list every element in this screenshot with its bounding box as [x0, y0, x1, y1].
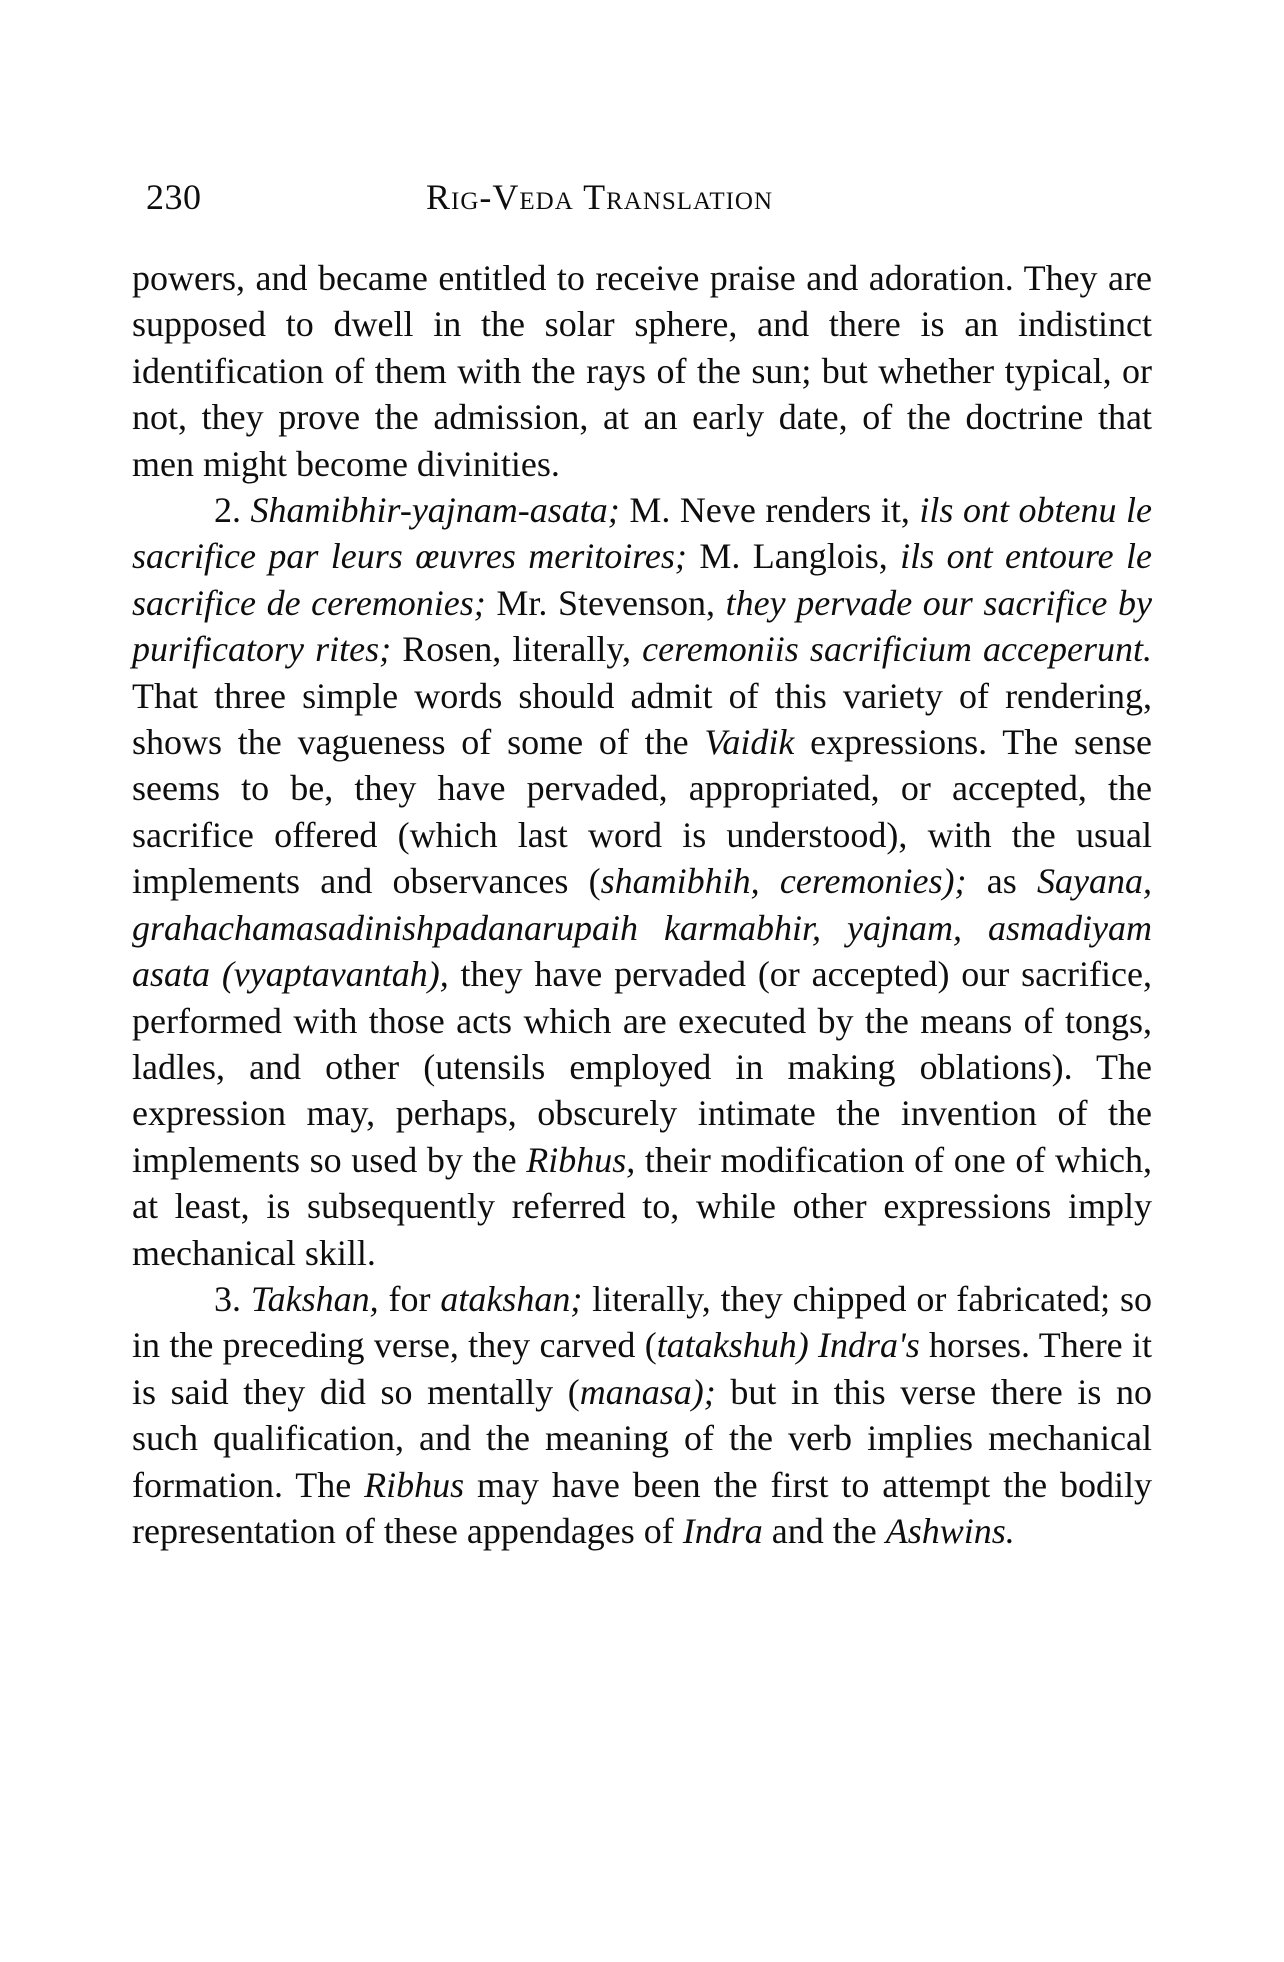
text-segment: Rosen, literally,: [391, 629, 643, 670]
italic-text-segment: Ribhus,: [526, 1139, 636, 1180]
paragraph: [132, 1276, 1152, 1554]
italic-text-segment: atakshan;: [440, 1278, 583, 1319]
text-segment: 3.: [214, 1278, 251, 1319]
text-segment: for: [378, 1278, 441, 1319]
italic-text-segment: tatakshuh) Indra's: [656, 1325, 920, 1366]
text-segment: expressions. The sense seems to be, they have pervaded, appropriated, or accepted, the sacrifice offered (which last word is understood), with the usual implements and observances (: [132, 722, 1152, 902]
text-segment: as: [966, 861, 1037, 902]
paragraph: [132, 487, 1152, 1276]
text-segment: M. Langlois,: [686, 536, 901, 577]
italic-text-segment: ceremoniis sacrificium acceperunt.: [642, 629, 1152, 670]
italic-text-segment: they pervade our sacrifice by purificatory rites;: [132, 582, 1152, 670]
italic-text-segment: Shamibhir-yajnam-asata;: [250, 490, 620, 531]
text-segment: may have been the first to attempt the bodily representation of these appendages of: [132, 1464, 1152, 1551]
italic-text-segment: Takshan,: [250, 1278, 379, 1319]
text-segment: their modification of one of which, at least, is subsequently referred to, while other expressions imply mechanical skill.: [132, 1139, 1152, 1273]
italic-text-segment: shamibhih, ceremonies);: [600, 861, 967, 902]
text-segment: That three simple words should admit of this variety of rendering, shows the vagueness of some of the: [132, 675, 1152, 763]
italic-text-segment: ils ont obtenu le sacrifice par leurs œuvres meritoires;: [132, 490, 1152, 577]
italic-text-segment: Ashwins.: [885, 1510, 1015, 1551]
text-segment: and the: [762, 1510, 886, 1551]
text-segment: they have pervaded (or accepted) our sacrifice, performed with those acts which are executed by the means of tongs, ladles, and other (utensils employed in making oblations). The expression may, perhaps, obscurely intimate the invention of the implements so used by the: [132, 954, 1152, 1180]
running-head: [146, 176, 1156, 236]
text-segment: Mr. Stevenson,: [485, 582, 726, 623]
italic-text-segment: Indra: [682, 1510, 763, 1551]
italic-text-segment: Sayana, grahachamasadinishpadanarupaih karmabhir, yajnam, asmadiyam asata (vyaptavantah),: [132, 861, 1152, 995]
italic-text-segment: ils ont entoure le sacrifice de ceremonies;: [132, 536, 1152, 623]
text-segment: horses. There it is said they did so mentally (: [132, 1325, 1152, 1412]
running-title: Rig-Veda Translation: [426, 177, 774, 217]
italic-text-segment: Ribhus: [364, 1464, 465, 1505]
italic-text-segment: manasa);: [579, 1371, 716, 1412]
page-number: 230: [146, 177, 202, 217]
text-segment: 2.: [214, 490, 251, 531]
italic-text-segment: Vaidik: [704, 722, 795, 763]
text-segment: M. Neve renders it,: [619, 490, 920, 531]
text-segment: literally, they chipped or fabricated; so in the preceding verse, they carved (: [132, 1278, 1153, 1366]
text-segment: powers, and became entitled to receive praise and adoration. They are supposed to dwell in the solar sphere, and there is an indistinct identification of them with the rays of the sun; but whether typical, or not, they prove the admission, at an early date, of the doctrine that men might become divinities.: [132, 258, 1152, 484]
paragraph: [132, 255, 1152, 487]
text-segment: but in this verse there is no such qualification, and the meaning of the verb implies mechanical formation. The: [132, 1371, 1152, 1505]
body-text: [132, 255, 1152, 1554]
